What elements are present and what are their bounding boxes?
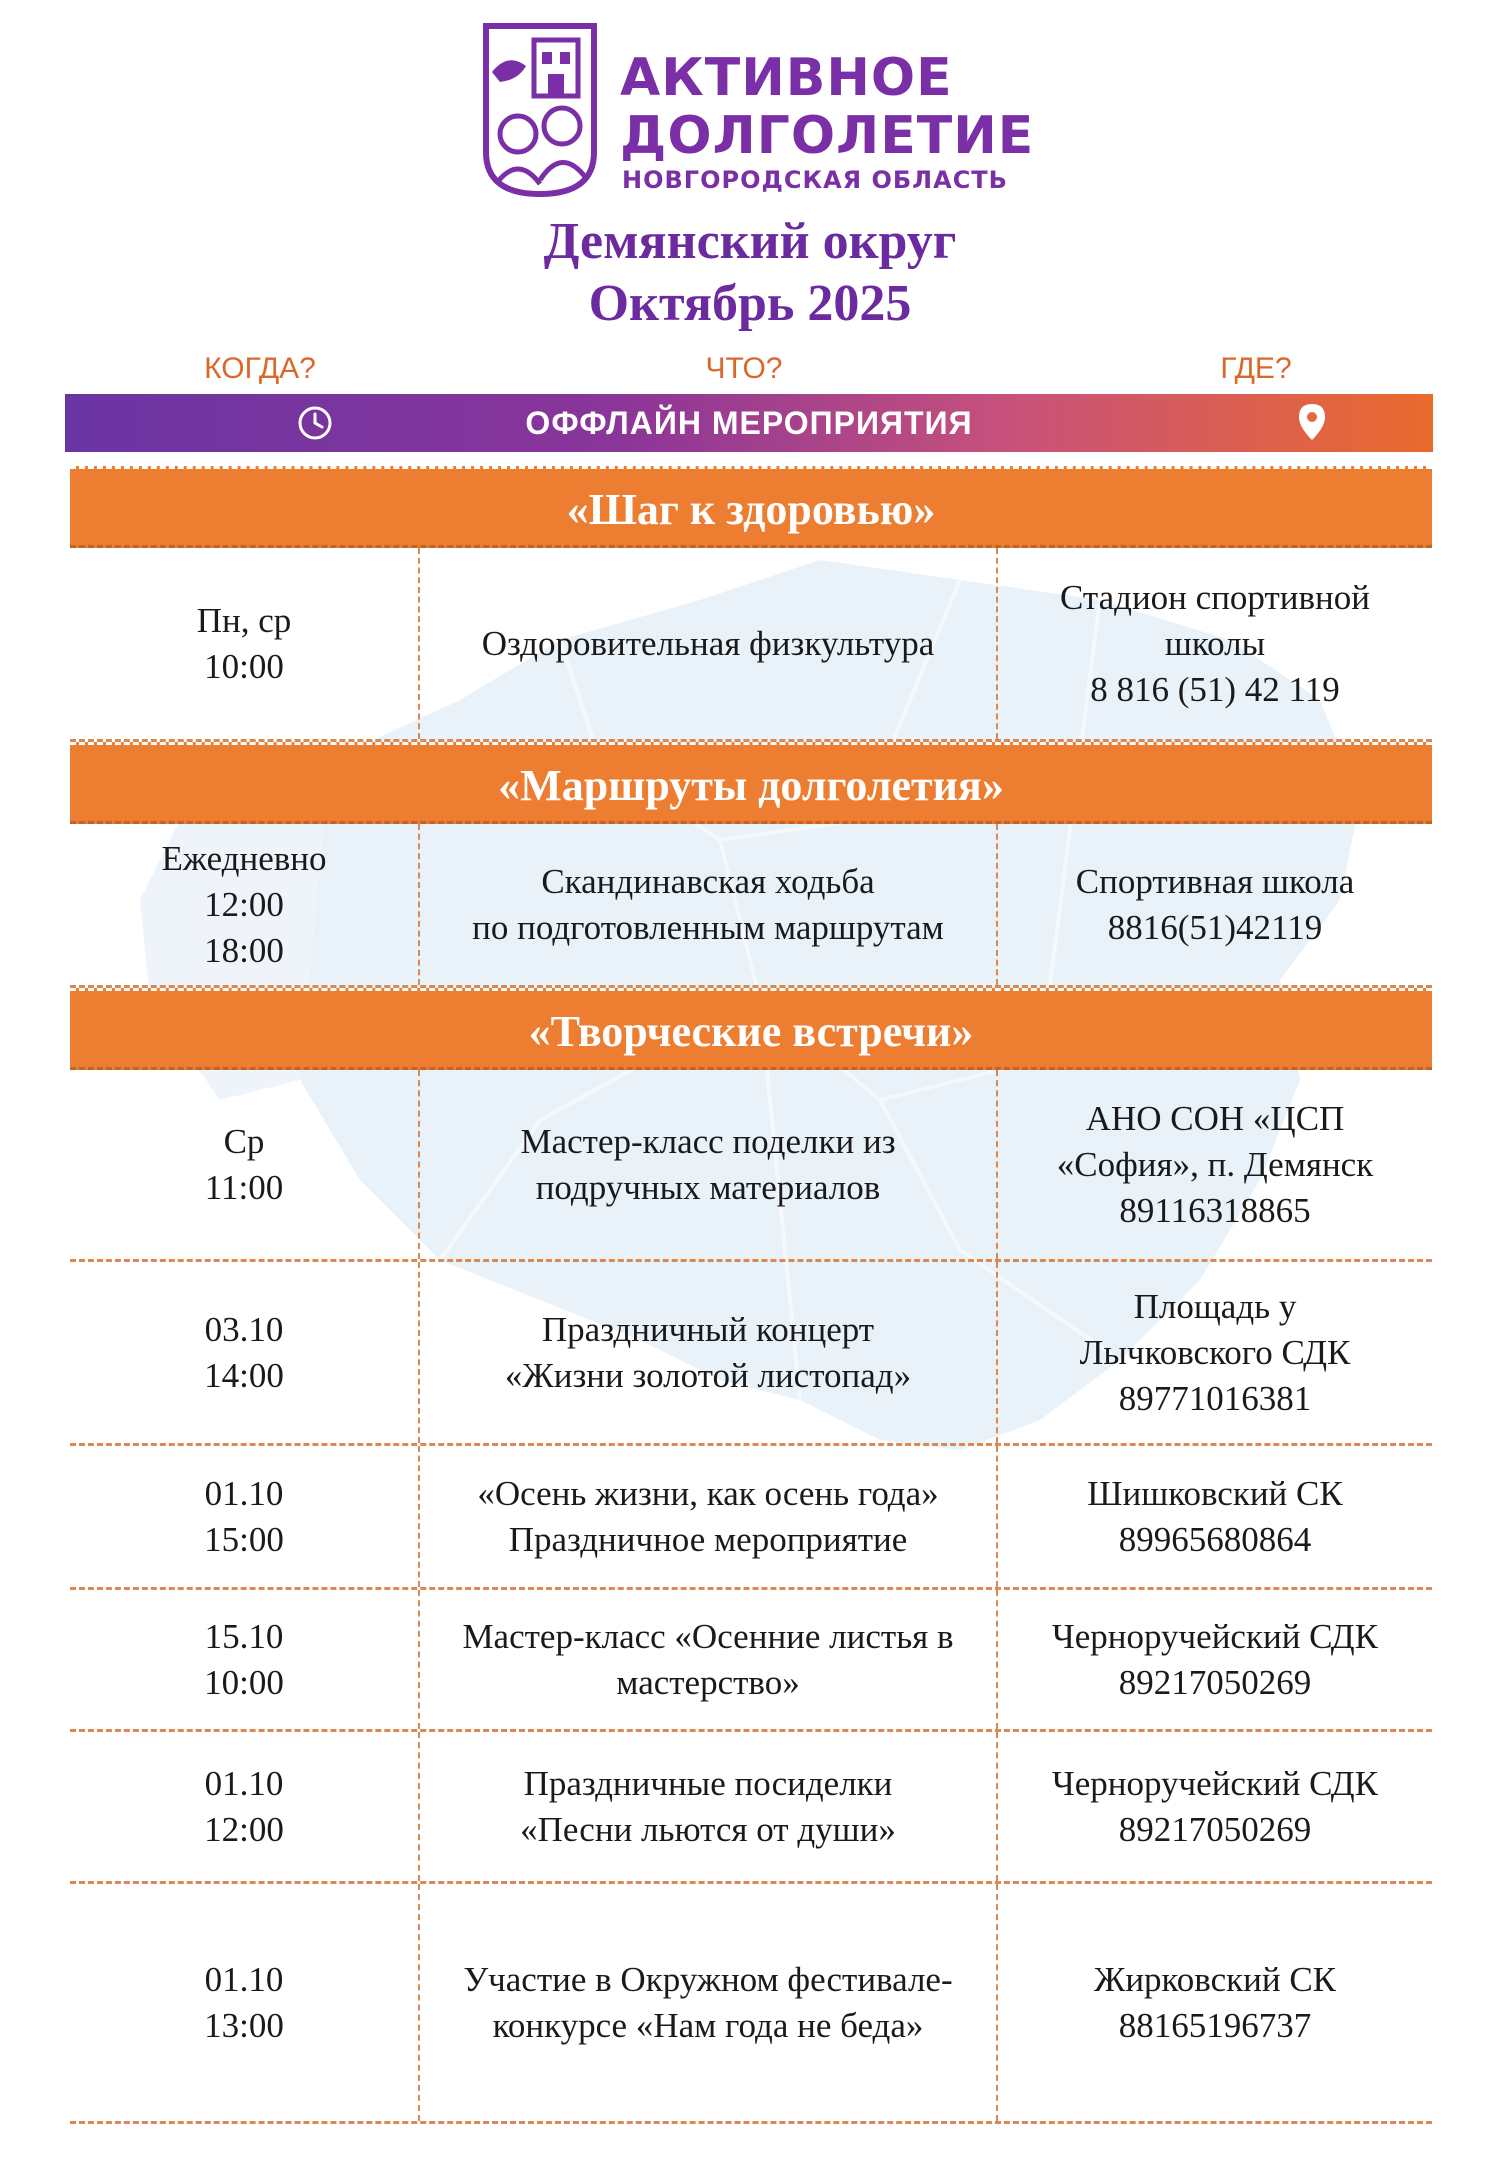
event-what: Оздоровительная физкультура [420, 548, 998, 739]
offline-events-banner [65, 394, 1433, 452]
event-what: Скандинавская ходьба по подготовленным маршрутам [420, 824, 998, 985]
column-label-when: КОГДА? [204, 352, 316, 385]
section-header-health: «Шаг к здоровью» [70, 466, 1432, 548]
event-what: «Осень жизни, как осень года» Праздничное мероприятие [420, 1446, 998, 1587]
event-what: Праздничный концерт «Жизни золотой листопад» [420, 1262, 998, 1443]
event-where: Черноручейский СДК 89217050269 [1052, 1763, 1378, 1849]
event-where: Черноручейский СДК 89217050269 [1052, 1616, 1378, 1702]
event-what: Мастер-класс «Осенние листья в мастерство» [420, 1590, 998, 1729]
event-when: 01.10 15:00 [70, 1446, 420, 1587]
event-when: Ежедневно 12:00 18:00 [70, 824, 420, 985]
table-row [70, 1732, 1432, 1884]
column-label-what: ЧТО? [705, 352, 783, 385]
emblem-icon [478, 22, 602, 198]
event-what: Мастер-класс поделки из подручных материалов [420, 1070, 998, 1259]
table-row [70, 548, 1432, 742]
event-when: Ср 11:00 [70, 1070, 420, 1259]
event-when: 01.10 12:00 [70, 1732, 420, 1881]
table-row [70, 1590, 1432, 1732]
table-row [70, 824, 1432, 988]
table-row [70, 1262, 1432, 1446]
logo-subtitle: НОВГОРОДСКАЯ ОБЛАСТЬ [622, 166, 1008, 194]
logo-title-line1: АКТИВНОЕ [620, 48, 953, 108]
location-pin-icon [1297, 402, 1327, 442]
column-label-where: ГДЕ? [1220, 352, 1292, 385]
page-title-district: Демянский округ [543, 213, 957, 270]
brand-logo [478, 22, 1038, 200]
section-header-creative-meetings: «Творческие встречи» [70, 988, 1432, 1070]
banner-title: ОФФЛАЙН МЕРОПРИЯТИЯ [525, 405, 973, 441]
event-when: Пн, ср 10:00 [70, 548, 420, 739]
section-header-longevity-routes: «Маршруты долголетия» [70, 742, 1432, 824]
event-where: АНО СОН «ЦСП «София», п. Демянск 89116318865 [1056, 1098, 1374, 1230]
event-where: Шишковский СК 89965680864 [1087, 1473, 1343, 1559]
table-row [70, 1884, 1432, 2124]
page-title-month: Октябрь 2025 [588, 275, 912, 332]
event-when: 01.10 13:00 [70, 1884, 420, 2121]
table-row [70, 1446, 1432, 1590]
event-what: Праздничные посиделки «Песни льются от души» [420, 1732, 998, 1881]
event-what: Участие в Окружном фестивале- конкурсе «Нам года не беда» [420, 1884, 998, 2121]
event-where: Стадион спортивной школы 8 816 (51) 42 119 [1060, 577, 1370, 709]
event-where: Площадь у Лычковского СДК 89771016381 [1079, 1286, 1351, 1418]
events-table [70, 466, 1432, 2124]
event-when: 03.10 14:00 [70, 1262, 420, 1443]
event-where: Спортивная школа 8816(51)42119 [1075, 861, 1355, 947]
event-where: Жирковский СК 88165196737 [1093, 1959, 1337, 2045]
table-row [70, 1070, 1432, 1262]
event-when: 15.10 10:00 [70, 1590, 420, 1729]
logo-title-line2: ДОЛГОЛЕТИЕ [620, 106, 1035, 166]
